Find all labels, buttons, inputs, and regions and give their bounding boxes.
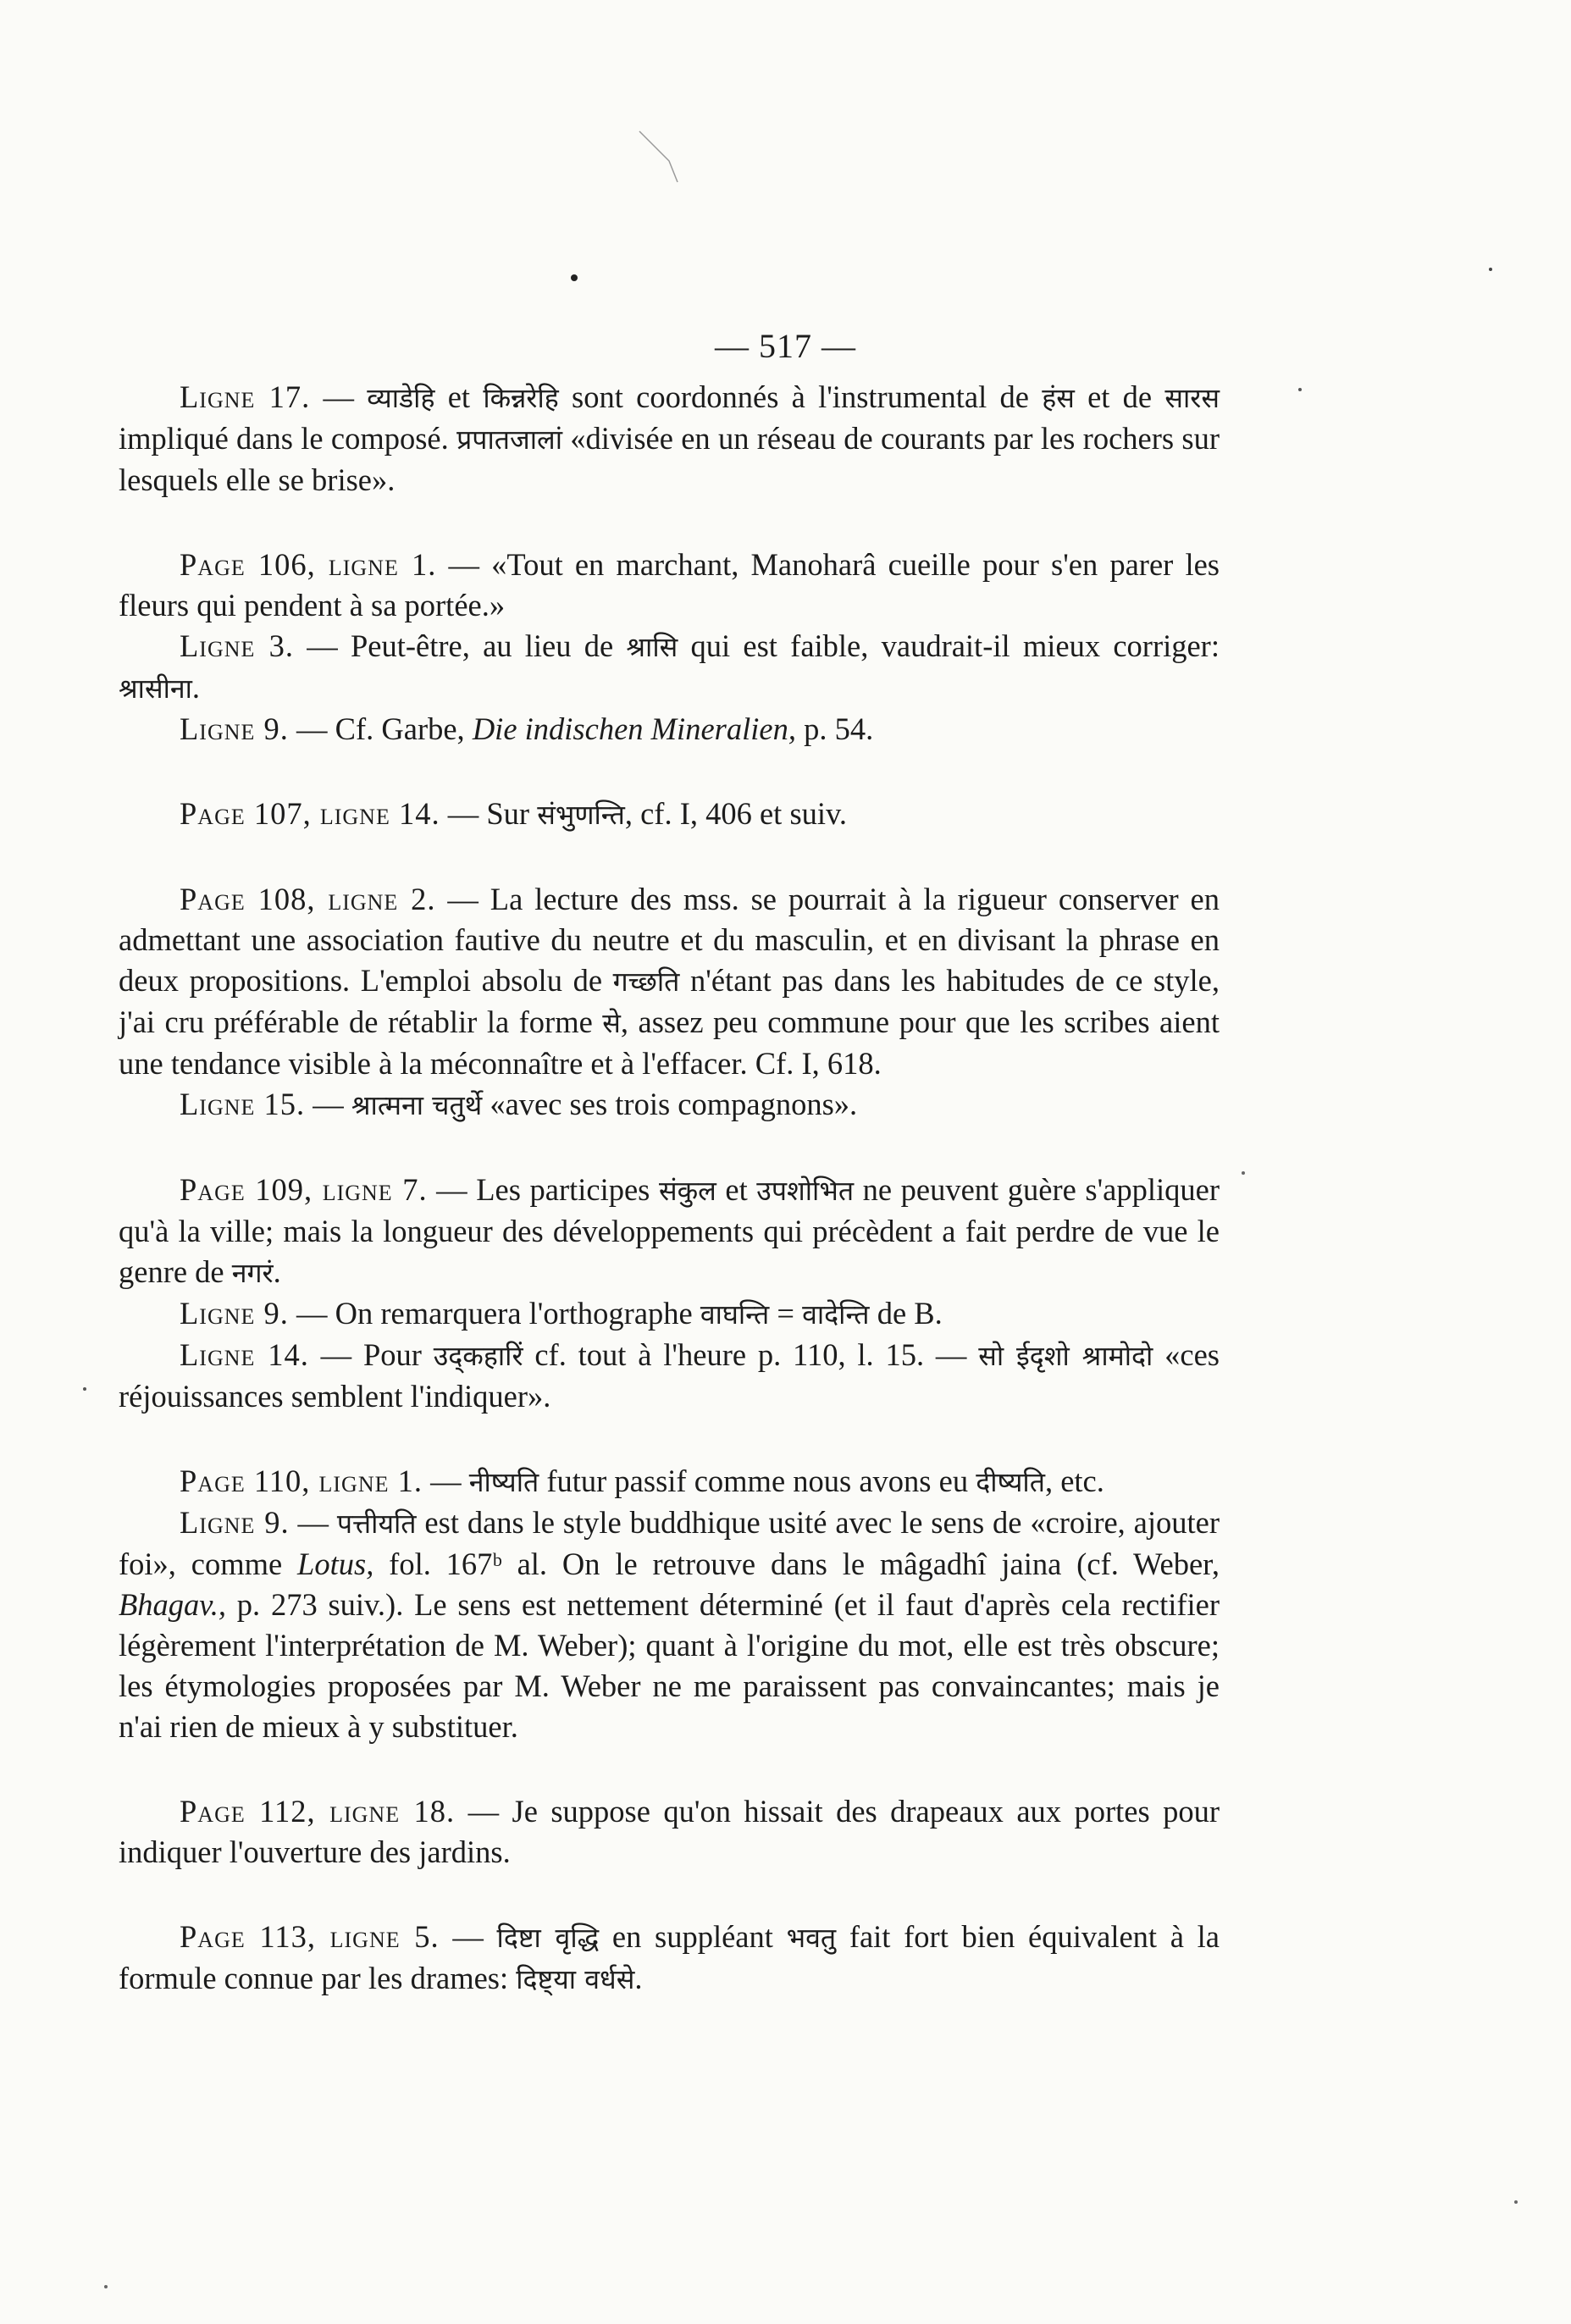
note-text: de B. — [869, 1296, 943, 1331]
note-text: impliqué dans le composé. — [119, 421, 457, 456]
note-reference: Ligne 17. — [180, 379, 311, 414]
sanskrit-term: भवतु — [786, 1922, 837, 1954]
note-text: ne peuvent guère s'appliquer qu'à la ville; mais la longueur des développements qui précèdent a fait perdre de vue le genre de — [119, 1172, 1220, 1289]
note-paragraph — [119, 545, 1220, 626]
note-paragraph — [119, 1917, 1220, 2000]
note-text: — Cf. Garbe, — [288, 711, 473, 746]
note-reference: Page 108, ligne 2. — [180, 882, 436, 916]
note-text: — Les participes — [427, 1172, 659, 1207]
note-text: p. 273 suiv.). Le sens est nettement déterminé (et il faut d'après cela rectifier légèrement l'interprétation de M. Weber); quant à l'origine du mot, elle est très obscure; les étymologies proposées par M. Weber ne me paraissent pas convaincantes; mais je n'ai rien de mieux à y substituer. — [119, 1587, 1220, 1744]
note-text: et de — [1074, 379, 1165, 414]
sanskrit-term: नगरं — [231, 1257, 274, 1289]
note-text: — «Tout en marchant, Manoharâ cueille pour s'en parer les fleurs qui pendent à sa portée.» — [119, 547, 1220, 622]
note-text: en suppléant — [599, 1919, 787, 1954]
note-text: — — [305, 1087, 351, 1121]
note-text: et — [716, 1172, 757, 1207]
note-text: — Je suppose qu'on hissait des drapeaux aux portes pour indiquer l'ouverture des jardins. — [119, 1794, 1220, 1869]
note-text: p. 54. — [795, 711, 874, 746]
note-paragraph — [119, 709, 1220, 750]
note-text: qui est faible, vaudrait-il mieux corriger: — [678, 628, 1220, 663]
note-text: futur passif comme nous avons eu — [539, 1464, 976, 1498]
note-reference: Ligne 15. — [180, 1087, 306, 1121]
note-reference: Ligne 3. — [180, 628, 294, 663]
annotation-notes — [119, 377, 1220, 2000]
sanskrit-term: पत्तीयति — [336, 1508, 417, 1540]
note-paragraph — [119, 1335, 1220, 1417]
sanskrit-term: उपशोभित — [756, 1175, 855, 1207]
sanskrit-term: हंस — [1042, 382, 1075, 414]
note-reference: Page 113, ligne 5. — [180, 1919, 440, 1954]
note-text: — Peut-être, au lieu de — [294, 628, 627, 663]
note-paragraph — [119, 377, 1220, 501]
note-reference: Ligne 14. — [180, 1337, 309, 1372]
sanskrit-term: गच्छति — [612, 966, 680, 998]
note-text: — — [289, 1505, 337, 1540]
italic-citation: Die indischen Mineralien, — [472, 711, 796, 746]
note-text: — La lecture des mss. se pourrait à la rigueur conserver en admettant une association fautive du neutre et du masculin, et en divisant la phrase en deux propositions. L'emploi absolu de — [119, 882, 1220, 998]
note-text: . — [634, 1961, 643, 1995]
sanskrit-term: वाघन्ति — [700, 1298, 770, 1331]
note-text: , cf. I, 406 et suiv. — [624, 796, 848, 831]
sanskrit-term: वादेन्ति — [802, 1298, 870, 1331]
sanskrit-term: संकुल — [658, 1175, 716, 1207]
note-reference: Page 107, ligne 14. — [180, 796, 440, 831]
note-text: sont coordonnés à l'instrumental de — [558, 379, 1043, 414]
note-text: . — [273, 1254, 281, 1289]
sanskrit-term: श्रासि — [626, 631, 678, 663]
note-paragraph — [119, 794, 1220, 835]
note-reference: Ligne 9. — [180, 711, 289, 746]
note-paragraph — [119, 626, 1220, 709]
italic-citation: Lotus, — [297, 1547, 374, 1581]
note-text: cf. tout à l'heure p. 110, l. 15. — — [523, 1337, 979, 1372]
sanskrit-term: किन्नरेहि — [483, 382, 559, 414]
sanskrit-term: श्रासीना — [119, 672, 192, 705]
note-text: , etc. — [1044, 1464, 1104, 1498]
note-text: — On remarquera l'orthographe — [288, 1296, 700, 1331]
note-text: «avec ses trois compagnons». — [482, 1087, 858, 1121]
note-paragraph — [119, 1502, 1220, 1747]
sanskrit-term: सारस — [1164, 382, 1220, 414]
note-text: est dans le style buddhique usité avec le sens de «croire, ajouter foi», comme — [119, 1505, 1220, 1581]
sanskrit-term: व्याडेहि — [367, 382, 435, 414]
note-text: — Pour — [308, 1337, 434, 1372]
note-text: — — [439, 1919, 497, 1954]
note-text: — Sur — [440, 796, 538, 831]
sanskrit-term: सो ईदृशो श्रामोदो — [978, 1340, 1153, 1372]
note-reference: Ligne 9. — [180, 1296, 289, 1331]
note-text: , assez peu commune pour que les scribes aient une tendance visible à la méconnaître et à l'effacer. Cf. I, 618. — [119, 1004, 1220, 1081]
note-reference: Page 110, ligne 1. — [180, 1464, 423, 1498]
note-paragraph — [119, 1293, 1220, 1335]
note-paragraph — [119, 1170, 1220, 1293]
note-text: «ces réjouissances semblent l'indiquer». — [119, 1337, 1220, 1414]
sanskrit-term: उद्कहारिं — [433, 1340, 523, 1372]
note-paragraph — [119, 1084, 1220, 1126]
italic-citation: Bhagav., — [119, 1587, 227, 1622]
note-paragraph — [119, 1461, 1220, 1502]
note-text: — — [310, 379, 368, 414]
sanskrit-term: से — [602, 1007, 621, 1039]
note-text: fol. 167ᵇ al. On le retrouve dans le mâgadhî jaina (cf. Weber, — [373, 1547, 1220, 1581]
note-text: . — [191, 670, 201, 705]
note-text: n'étant pas dans les habitudes de ce style, j'ai cru préférable de rétablir la forme — [119, 963, 1220, 1039]
note-paragraph — [119, 879, 1220, 1084]
sanskrit-term: दिष्टा वृद्धि — [496, 1922, 600, 1954]
note-reference: Page 112, ligne 18. — [180, 1794, 456, 1829]
note-text: «divisée en un réseau de courants par les rochers sur lesquels elle se brise». — [119, 421, 1220, 497]
sanskrit-term: नीष्यति — [468, 1466, 539, 1498]
sanskrit-term: श्रात्मना चतुर्थे — [351, 1089, 483, 1121]
note-text: et — [434, 379, 484, 414]
sanskrit-term: दिष्ट्या वर्धसे — [516, 1963, 635, 1995]
note-text: = — [769, 1296, 803, 1331]
note-reference: Page 109, ligne 7. — [180, 1172, 428, 1207]
note-reference: Ligne 9. — [180, 1505, 290, 1540]
note-text: — — [422, 1464, 469, 1498]
page-number: — 517 — — [715, 327, 856, 365]
sanskrit-term: संभुणन्ति — [537, 799, 625, 831]
note-reference: Page 106, ligne 1. — [180, 547, 437, 582]
note-text: fait fort bien équivalent à la formule connue par les drames: — [119, 1919, 1220, 1995]
sanskrit-term: प्रपातजालां — [456, 423, 562, 456]
note-paragraph — [119, 1791, 1220, 1873]
sanskrit-term: दीष्यति — [976, 1466, 1045, 1498]
